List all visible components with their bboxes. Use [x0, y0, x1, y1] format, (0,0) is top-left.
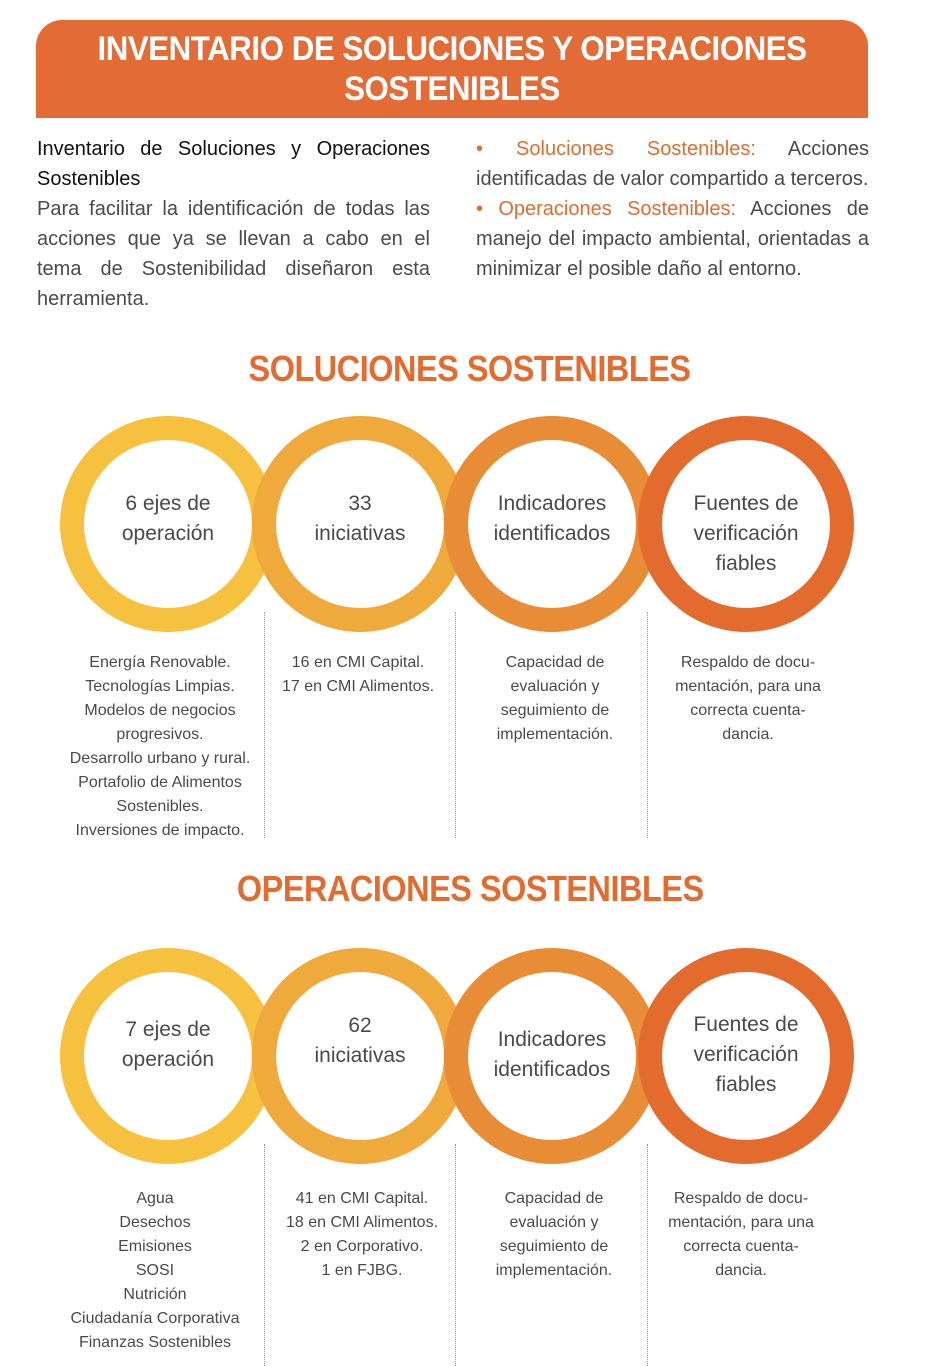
ring-label-3 — [477, 1025, 627, 1085]
detail-block-3 — [454, 1187, 654, 1283]
detail-block-4 — [641, 1187, 841, 1283]
detail-line: 17 en CMI Alimentos. — [281, 678, 435, 695]
ring-overlap-3 — [456, 1008, 469, 1104]
definition-text: Acciones de manejo del impacto ambiental, orientadas a minimizar el posible daño al entorno. — [476, 198, 869, 280]
ring-label-line: iniciativas — [314, 522, 406, 545]
ring-label-line: Fuentes de — [693, 1013, 799, 1036]
ring-label-3 — [477, 489, 627, 549]
column-divider — [647, 612, 648, 838]
detail-line: 1 en FJBG. — [321, 1262, 403, 1279]
column-divider — [264, 1144, 265, 1366]
detail-line: Emisiones — [118, 1238, 192, 1255]
ring-overlap-4 — [650, 1008, 663, 1104]
detail-line: Desechos — [119, 1214, 191, 1231]
column-divider — [647, 1144, 648, 1366]
detail-line: Portafolio de Alimentos — [78, 774, 242, 791]
detail-line: Energía Renovable. — [89, 654, 231, 671]
detail-line: Tecnologías Limpias. — [85, 678, 235, 695]
definition-operaciones — [476, 194, 869, 284]
section-title-operaciones: OPERACIONES SOSTENIBLES — [236, 868, 704, 909]
definition-soluciones — [476, 134, 869, 194]
detail-block-2 — [258, 651, 458, 699]
ring-label-line: verificación — [693, 522, 799, 545]
detail-line: seguimiento de — [499, 1238, 609, 1255]
detail-line: progresivos. — [116, 726, 204, 743]
detail-line: Agua — [136, 1190, 174, 1207]
detail-block-1 — [55, 1187, 255, 1355]
page-title-line-2: SOSTENIBLES — [344, 70, 560, 108]
detail-line: implementación. — [496, 726, 614, 743]
ring-label-4 — [671, 489, 821, 579]
ring-label-line: identificados — [493, 522, 611, 545]
detail-line: Desarrollo urbano y rural. — [69, 750, 251, 767]
detail-line: Ciudadanía Corporativa — [70, 1310, 240, 1327]
ring-label-line: fiables — [715, 552, 777, 575]
detail-line: Inversiones de impacto. — [75, 822, 245, 839]
detail-line: Capacidad de — [505, 654, 605, 671]
detail-line: evaluación y — [510, 678, 600, 695]
column-divider — [455, 1144, 456, 1366]
detail-line: implementación. — [495, 1262, 613, 1279]
ring-label-line: operación — [121, 522, 215, 545]
column-divider — [264, 612, 265, 838]
ring-label-line: 62 — [348, 1014, 372, 1037]
ring-overlap-2 — [264, 476, 277, 572]
ring-label-line: Indicadores — [497, 492, 607, 515]
ring-label-line: fiables — [715, 1073, 777, 1096]
detail-line: correcta cuenta- — [690, 702, 806, 719]
ring-label-line: 33 — [348, 492, 372, 515]
definition-text: Acciones identificadas de valor compartido a terceros. — [476, 138, 870, 190]
detail-block-3 — [455, 651, 655, 747]
title-banner — [36, 20, 868, 118]
ring-label-4 — [671, 1010, 821, 1100]
ring-label-line: Indicadores — [497, 1028, 607, 1051]
ring-label-line: 6 ejes de — [125, 492, 211, 515]
detail-line: Nutrición — [123, 1286, 187, 1303]
detail-line: 41 en CMI Capital. — [295, 1190, 429, 1207]
detail-line: evaluación y — [509, 1214, 599, 1231]
detail-line: 16 en CMI Capital. — [291, 654, 425, 671]
detail-line: Respaldo de docu- — [673, 1190, 809, 1207]
intro-body: Para facilitar la identificación de todas las acciones que ya se llevan a cabo en el tema de Sostenibilidad diseñaron esta herramienta. — [37, 198, 430, 310]
detail-line: 18 en CMI Alimentos. — [285, 1214, 439, 1231]
ring-label-line: iniciativas — [314, 1044, 406, 1067]
ring-label-2 — [285, 1011, 435, 1071]
ring-label-line: Fuentes de — [693, 492, 799, 515]
ring-overlap-3 — [456, 476, 469, 572]
ring-overlap-4 — [650, 476, 663, 572]
detail-line: mentación, para una — [668, 1214, 814, 1231]
ring-label-2 — [285, 489, 435, 549]
intro-text — [37, 134, 430, 314]
ring-label-line: 7 ejes de — [125, 1018, 211, 1041]
ring-label-line: operación — [121, 1048, 215, 1071]
detail-block-2 — [262, 1187, 462, 1283]
intro-heading: Inventario de Soluciones y Operaciones Sostenibles — [37, 138, 430, 190]
detail-line: correcta cuenta- — [683, 1238, 799, 1255]
ring-label-line: verificación — [693, 1043, 799, 1066]
definition-term: • Soluciones Sostenibles: — [476, 138, 756, 160]
detail-line: SOSI — [135, 1262, 175, 1279]
detail-block-1 — [60, 651, 260, 843]
page-title-line-1: INVENTARIO DE SOLUCIONES Y OPERACIONES — [97, 30, 807, 68]
detail-line: Respaldo de docu- — [680, 654, 816, 671]
detail-line: Modelos de negocios — [84, 702, 236, 719]
detail-line: Sostenibles. — [116, 798, 204, 815]
detail-line: 2 en Corporativo. — [300, 1238, 424, 1255]
ring-label-line: identificados — [493, 1058, 611, 1081]
ring-label-1 — [93, 1015, 243, 1075]
detail-block-4 — [648, 651, 848, 747]
detail-line: Capacidad de — [504, 1190, 604, 1207]
detail-line: mentación, para una — [675, 678, 821, 695]
column-divider — [455, 612, 456, 838]
ring-label-1 — [93, 489, 243, 549]
detail-line: dancia. — [715, 1262, 767, 1279]
detail-line: dancia. — [722, 726, 774, 743]
definition-term: • Operaciones Sostenibles: — [476, 198, 737, 220]
definitions-list — [476, 134, 869, 284]
section-title-soluciones: SOLUCIONES SOSTENIBLES — [249, 348, 691, 389]
detail-line: Finanzas Sostenibles — [78, 1334, 232, 1351]
detail-line: seguimiento de — [500, 702, 610, 719]
ring-overlap-2 — [264, 1008, 277, 1104]
